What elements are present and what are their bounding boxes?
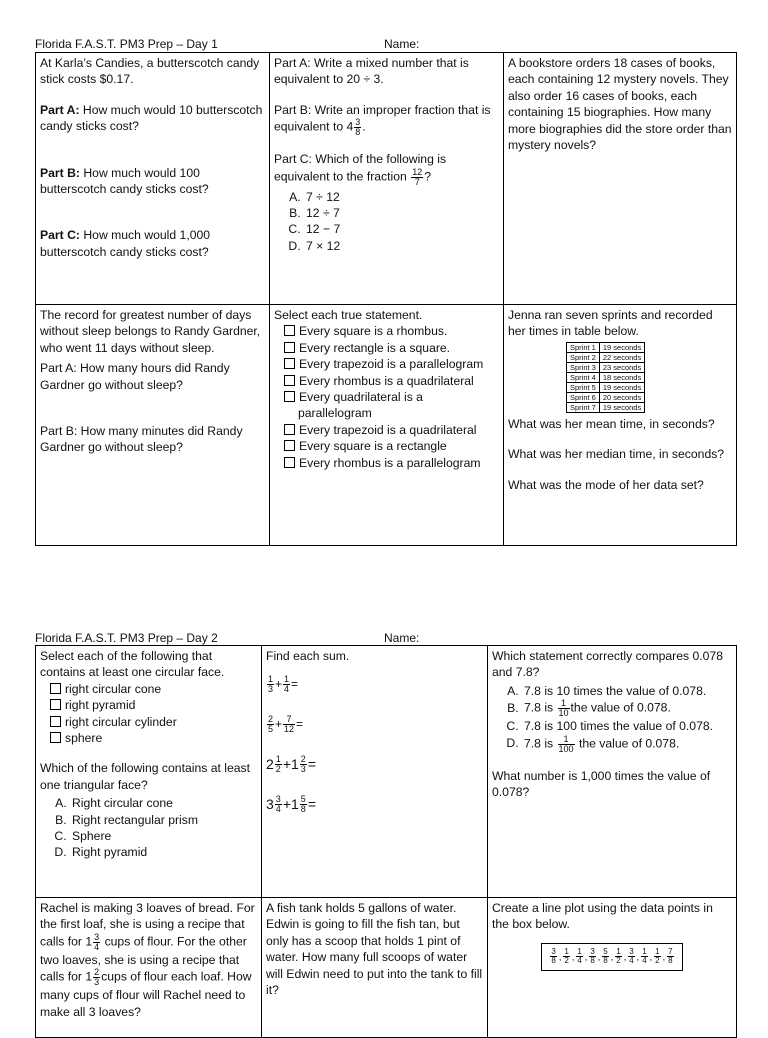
checkbox-icon [284,375,295,386]
day2-name-label: Name: [384,631,420,645]
day2-worksheet [35,645,737,1038]
statements-list [274,323,499,471]
fishtank-text: A fish tank holds 5 gallons of water. Edwin is going to fill the fish tan, but only has a scoop that holds 1 pint of water. How many full scoops of water will Edwin need to put into the tank to fill it? [266,901,483,998]
checkbox-icon [284,325,295,336]
option: B. 12 ÷ 7 [304,205,499,221]
option: D. 7.8 is $\frac{1}{100}$ the value of 0.078. [522,735,732,754]
shapes-list [40,681,257,747]
sum-2: $\frac{2}{5}$ + $\frac{7}{12}$ = [268,713,304,734]
table-row: Sprint 7 19 seconds [567,402,645,412]
compare-options [492,683,732,754]
checkbox-icon [284,391,295,402]
day1-title: Florida F.A.S.T. PM3 Prep – Day 1 [35,37,218,51]
candy-intro: At Karla’s Candies, a butterscotch candy stick costs $0.17. [40,56,260,87]
data-point: $\frac{7}{8}$ [668,947,673,966]
candy-part-c: Part C: How much would 1,000 butterscotch candy sticks cost? [40,228,211,259]
sleep-problem [36,305,270,546]
statement-item[interactable]: Every quadrilateral is a parallelogram [284,389,499,422]
statements-problem [270,305,504,546]
compare-problem [488,646,737,898]
shapes-problem [36,646,262,898]
statement-item[interactable]: Every rectangle is a square. [284,340,499,356]
option: C. 7.8 is 100 times the value of 0.078. [522,718,732,734]
bread-problem [36,898,262,1038]
candy-part-a: Part A: How much would 10 butterscotch candy sticks cost? [40,102,263,134]
sums-prompt: Find each sum. [266,649,350,663]
data-point: $\frac{3}{8}$ [590,947,595,966]
sum-3: 2 $\frac{1}{2}$ + 1 $\frac{2}{3}$ = [266,753,316,774]
lineplot-prompt: Create a line plot using the data points in the box below. [492,901,713,932]
checkbox-icon [50,699,61,710]
fraction-part-a: Part A: Write a mixed number that is equivalent to 20 ÷ 3. [274,56,469,87]
statement-item[interactable]: Every square is a rhombus. [284,323,499,339]
sprint-q-median: What was her median time, in seconds? [508,447,725,462]
checkbox-icon [284,440,295,451]
sprint-problem [504,305,737,546]
shape-item[interactable]: sphere [50,730,257,746]
fraction-problem [270,53,504,305]
data-point: $\frac{1}{4}$ [642,947,647,966]
checkbox-icon [284,358,295,369]
data-point: $\frac{5}{8}$ [603,947,608,966]
shapes-prompt: Select each of the following that contains at least one circular face. [40,649,225,680]
option: B. 7.8 is $\frac{1}{10}$ the value of 0.078. [522,699,732,718]
fraction-part-c: Part C: Which of the following is equivalent to the fraction $\frac{12}{7}$ ? [274,152,447,187]
statement-item[interactable]: Every trapezoid is a parallelogram [284,356,499,372]
statement-item[interactable]: Every trapezoid is a quadrilateral [284,422,499,438]
candy-part-b: Part B: How much would 100 butterscotch candy sticks cost? [40,165,209,197]
checkbox-icon [284,424,295,435]
data-point: $\frac{1}{2}$ [564,947,569,966]
lineplot-problem [488,898,737,1038]
table-row: Sprint 6 20 seconds [567,392,645,402]
shape-item[interactable]: right circular cylinder [50,714,257,730]
checkbox-icon [50,683,61,694]
sleep-intro: The record for greatest number of days without sleep belongs to Randy Gardner, who went 11 days without sleep. [40,308,261,355]
compare-prompt: Which statement correctly compares 0.078 and 7.8? [492,649,723,680]
statement-item[interactable]: Every square is a rectangle [284,438,499,454]
checkbox-icon [284,457,295,468]
statement-item[interactable]: Every rhombus is a quadrilateral [284,373,499,389]
data-point: $\frac{1}{4}$ [577,947,582,966]
option: A. 7 ÷ 12 [304,189,499,205]
fraction-options [274,189,499,255]
bookstore-problem [504,53,737,305]
shapes-options [40,795,257,861]
table-row: Sprint 2 22 seconds [567,352,645,362]
option: C. Sphere [70,828,257,844]
statements-prompt: Select each true statement. [274,308,423,322]
statement-item[interactable]: Every rhombus is a parallelogram [284,455,499,471]
fraction-part-b: Part B: Write an improper fraction that is equivalent to 4 $\frac{3}{8}$ . [274,102,491,138]
option: C. 12 − 7 [304,221,499,237]
data-point: $\frac{3}{4}$ [629,947,634,966]
compare-q2: What number is 1,000 times the value of 0.078? [492,768,711,800]
sum-4: 3 $\frac{3}{4}$ + 1 $\frac{5}{8}$ = [266,793,316,814]
day1-name-label: Name: [384,37,420,51]
checkbox-icon [284,342,295,353]
data-point: $\frac{3}{8}$ [551,947,556,966]
sum-1: $\frac{1}{3}$ + $\frac{1}{4}$ = [268,673,299,694]
option: D. Right pyramid [70,844,257,860]
option: D. 7 × 12 [304,238,499,254]
sprint-intro: Jenna ran seven sprints and recorded her times in table below. [508,308,713,339]
day2-title: Florida F.A.S.T. PM3 Prep – Day 2 [35,631,218,645]
data-point: $\frac{1}{2}$ [655,947,660,966]
bread-text: Rachel is making 3 loaves of bread. For the first loaf, she is using a recipe that calls for 1 $\frac{3}{4}$ cups of flour. For the other two loaves, she is using a recipe that calls for 1 $\frac{2}{3}$ cups of flour each loaf. How many cups of flour will Rachel need to make all 3 loaves? [40,901,255,1019]
sums-problem [262,646,488,898]
candy-problem [36,53,270,305]
lineplot-data-box: $\frac{3}{8}$ , $\frac{1}{2}$ , $\frac{1}{4}$ , $\frac{3}{8}$ , $\frac{5}{8}$ , $\frac{1}{2}$ , $\frac{3}{4}$ , $\frac{1}{4}$ , $\frac{1}{2}$ , $\frac{7}{8}$ [541,943,683,971]
checkbox-icon [50,732,61,743]
sprint-q-mean: What was her mean time, in seconds? [508,416,715,431]
shape-item[interactable]: right circular cone [50,681,257,697]
shape-item[interactable]: right pyramid [50,697,257,713]
option: B. Right rectangular prism [70,812,257,828]
table-row: Sprint 5 19 seconds [567,382,645,392]
table-row: Sprint 4 18 seconds [567,372,645,382]
sleep-part-b: Part B: How many minutes did Randy Gardner go without sleep? [40,424,243,455]
bookstore-text: A bookstore orders 18 cases of books, each containing 12 mystery novels. They also order 16 cases of books, each containing 15 biographies. How many more biographies did the store order than mystery novels? [508,56,732,153]
table-row: Sprint 1 19 seconds [567,342,645,352]
checkbox-icon [50,716,61,727]
data-point: $\frac{1}{2}$ [616,947,621,966]
option: A. Right circular cone [70,795,257,811]
shapes-q2: Which of the following contains at least one triangular face? [40,761,251,792]
fishtank-problem [262,898,488,1038]
sleep-part-a: Part A: How many hours did Randy Gardner go without sleep? [40,361,230,392]
table-row: Sprint 3 23 seconds [567,362,645,372]
sprint-table [566,342,645,413]
day1-worksheet [35,52,737,546]
option: A. 7.8 is 10 times the value of 0.078. [522,683,732,699]
sprint-q-mode: What was the mode of her data set? [508,477,704,492]
